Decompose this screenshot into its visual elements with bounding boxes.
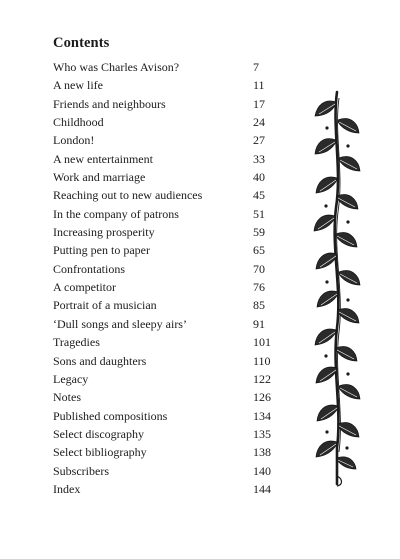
- toc-entry-page: 11: [253, 78, 265, 93]
- toc-entry[interactable]: [53, 95, 293, 113]
- vine-ornament-icon: [312, 88, 362, 488]
- toc-entry-title: Reaching out to new audiences: [53, 188, 203, 203]
- toc-entry[interactable]: [53, 388, 293, 406]
- toc-entry-title: Tragedies: [53, 335, 100, 350]
- toc-entry-page: 91: [253, 316, 265, 331]
- toc-entry[interactable]: [53, 278, 293, 296]
- toc-entry-page: 17: [253, 96, 265, 111]
- toc-entry-page: 7: [253, 60, 259, 74]
- toc-entry-page: 51: [253, 206, 265, 221]
- toc-entry-title: A new life: [53, 78, 103, 93]
- toc-entry-title: Putting pen to paper: [53, 243, 150, 258]
- toc-entry[interactable]: [53, 333, 293, 351]
- toc-entry-page: 122: [253, 371, 271, 386]
- toc-entry[interactable]: [53, 186, 293, 204]
- toc-entry-title: Who was Charles Avison?: [53, 60, 180, 74]
- toc-entry-title: Legacy: [53, 371, 89, 386]
- toc-entry[interactable]: [53, 241, 293, 259]
- toc-entry[interactable]: [53, 168, 293, 186]
- toc-entry-page: 110: [253, 353, 271, 368]
- table-of-contents: [53, 58, 293, 498]
- toc-entry-title: Work and marriage: [53, 170, 146, 185]
- toc-entry-title: Published compositions: [53, 408, 168, 423]
- toc-entry-page: 59: [253, 225, 265, 240]
- toc-entry-title: Sons and daughters: [53, 353, 147, 368]
- toc-entry-page: 144: [253, 481, 271, 496]
- toc-entry-page: 138: [253, 445, 271, 460]
- toc-entry-title: Childhood: [53, 115, 104, 130]
- toc-entry[interactable]: [53, 58, 293, 76]
- toc-entry[interactable]: [53, 131, 293, 149]
- toc-entry-page: 24: [253, 115, 265, 130]
- toc-entry-title: A competitor: [53, 280, 116, 295]
- contents-heading: Contents: [53, 35, 110, 51]
- toc-entry-title: Confrontations: [53, 261, 125, 276]
- toc-entry-title: Select discography: [53, 426, 144, 441]
- toc-entry-page: 45: [253, 188, 265, 203]
- toc-entry-title: Index: [53, 481, 81, 496]
- toc-entry-title: Portrait of a musician: [53, 298, 157, 313]
- toc-entry-title: Subscribers: [53, 463, 109, 478]
- toc-entry[interactable]: [53, 425, 293, 443]
- toc-entry-page: 70: [253, 261, 265, 276]
- toc-entry-page: 33: [253, 151, 265, 166]
- toc-entry-page: 126: [253, 390, 271, 405]
- toc-entry-title: Increasing prosperity: [53, 225, 155, 240]
- toc-entry[interactable]: [53, 76, 293, 94]
- toc-entry-page: 27: [253, 133, 265, 148]
- toc-entry[interactable]: [53, 205, 293, 223]
- toc-entry-page: 101: [253, 335, 271, 350]
- toc-entry[interactable]: [53, 480, 293, 498]
- toc-entry-title: ‘Dull songs and sleepy airs’: [53, 316, 187, 331]
- toc-entry-title: London!: [53, 133, 95, 148]
- toc-entry-page: 40: [253, 170, 265, 185]
- toc-entry[interactable]: [53, 462, 293, 480]
- toc-entry-title: Select bibliography: [53, 445, 147, 460]
- toc-entry[interactable]: [53, 315, 293, 333]
- toc-entry[interactable]: [53, 443, 293, 461]
- toc-entry-title: Friends and neighbours: [53, 96, 166, 111]
- toc-entry-page: 65: [253, 243, 265, 258]
- toc-entry-page: 135: [253, 426, 271, 441]
- toc-entry-page: 76: [253, 280, 265, 295]
- toc-entry[interactable]: [53, 352, 293, 370]
- toc-entry-page: 134: [253, 408, 271, 423]
- toc-entry-page: 85: [253, 298, 265, 313]
- toc-entry-title: A new entertainment: [53, 151, 153, 166]
- toc-entry[interactable]: [53, 407, 293, 425]
- toc-entry-page: 140: [253, 463, 271, 478]
- toc-entry[interactable]: [53, 260, 293, 278]
- toc-entry[interactable]: [53, 223, 293, 241]
- toc-entry[interactable]: [53, 296, 293, 314]
- toc-entry[interactable]: [53, 113, 293, 131]
- toc-entry[interactable]: [53, 370, 293, 388]
- toc-entry-title: In the company of patrons: [53, 206, 179, 221]
- toc-entry[interactable]: [53, 150, 293, 168]
- toc-entry-title: Notes: [53, 390, 81, 405]
